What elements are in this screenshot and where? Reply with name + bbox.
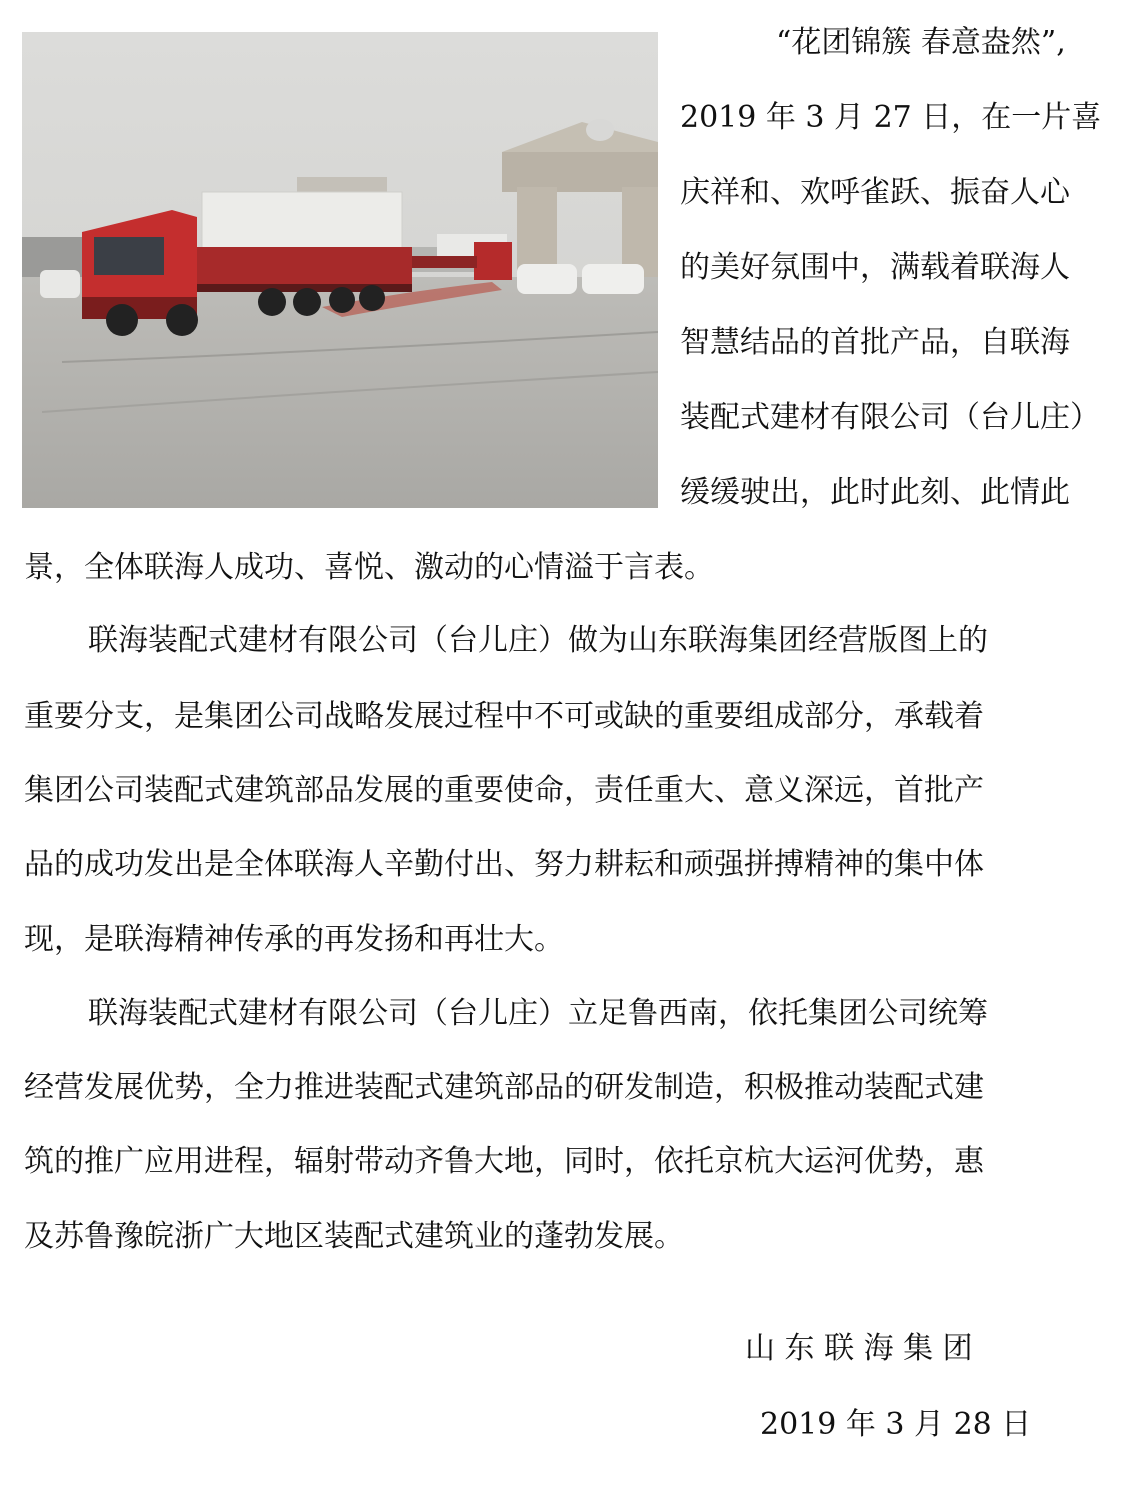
paragraph-1-line: “花团锦簇 春意盎然”, [776, 25, 1066, 60]
paragraph-2-line: 品的成功发出是全体联海人辛勤付出、努力耕耘和顽强拼搏精神的集中体 [24, 847, 984, 882]
paragraph-1-line: 庆祥和、欢呼雀跃、振奋人心 [680, 175, 1070, 210]
paragraph-1-last-line: 景，全体联海人成功、喜悦、激动的心情溢于言表。 [24, 550, 714, 585]
trucks-departure-photo [22, 32, 658, 508]
paragraph-3-line: 筑的推广应用进程，辐射带动齐鲁大地，同时，依托京杭大运河优势，惠 [24, 1144, 984, 1179]
paragraph-2-line: 现，是联海精神传承的再发扬和再壮大。 [24, 922, 564, 957]
paragraph-3-line: 及苏鲁豫皖浙广大地区装配式建筑业的蓬勃发展。 [24, 1219, 684, 1254]
paragraph-2-line: 集团公司装配式建筑部品发展的重要使命，责任重大、意义深远，首批产 [24, 773, 984, 808]
signature-organization: 山 东 联 海 集 团 [745, 1331, 973, 1366]
paragraph-1-line: 的美好氛围中，满载着联海人 [680, 250, 1070, 285]
paragraph-1-line: 装配式建材有限公司（台儿庄） [680, 400, 1100, 435]
paragraph-1-line: 缓缓驶出，此时此刻、此情此 [680, 475, 1070, 510]
paragraph-3-line: 经营发展优势，全力推进装配式建筑部品的研发制造，积极推动装配式建 [24, 1070, 984, 1105]
paragraph-3-line: 联海装配式建材有限公司（台儿庄）立足鲁西南，依托集团公司统筹 [88, 996, 988, 1031]
paragraph-2-line: 联海装配式建材有限公司（台儿庄）做为山东联海集团经营版图上的 [88, 623, 988, 658]
truck-photo-illustration [22, 32, 658, 508]
paragraph-1-line: 智慧结品的首批产品，自联海 [680, 325, 1070, 360]
paragraph-2-line: 重要分支，是集团公司战略发展过程中不可或缺的重要组成部分，承载着 [24, 699, 984, 734]
paragraph-1-line: 2019 年 3 月 27 日，在一片喜 [680, 100, 1102, 135]
signature-date: 2019 年 3 月 28 日 [760, 1407, 1032, 1442]
